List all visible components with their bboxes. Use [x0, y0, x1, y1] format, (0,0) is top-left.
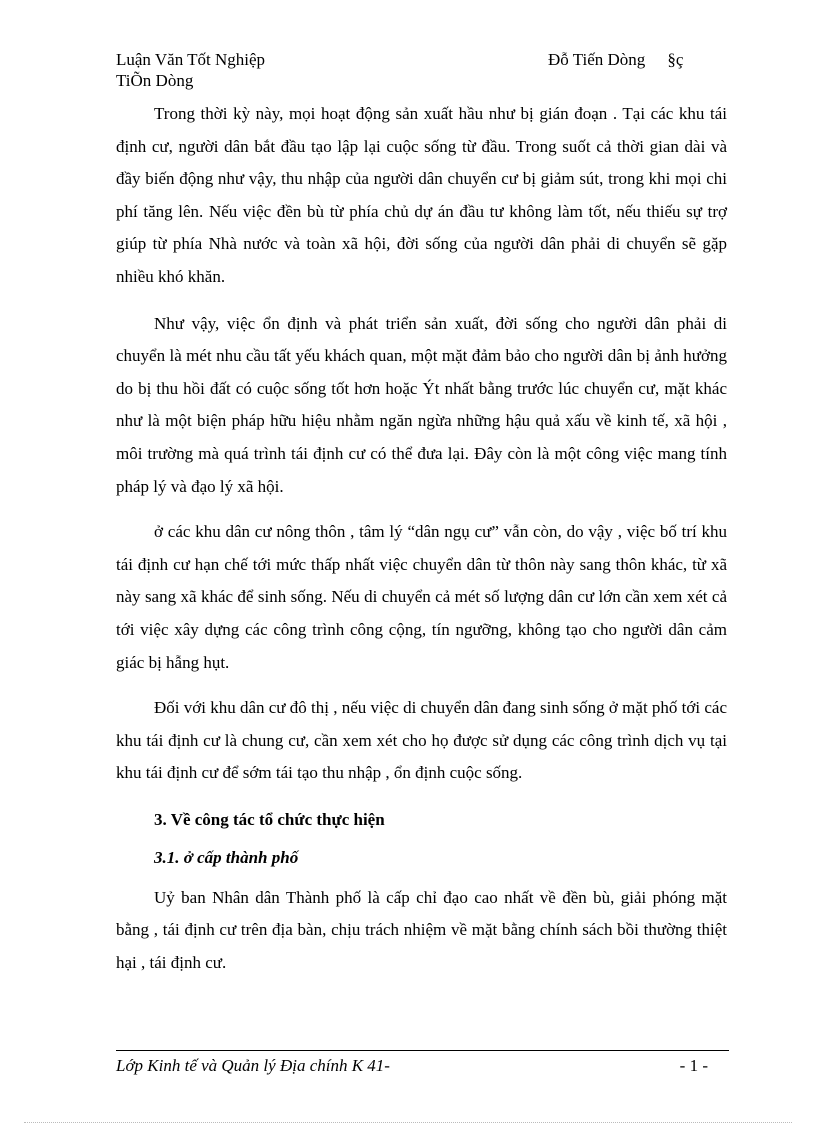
paragraph-2: Như vậy, việc ổn định và phát triển sản xuất, đời sống cho người dân phải di chuyển là mét nhu cầu tất yếu khách quan, một mặt đảm bảo cho người dân bị ảnh hưởng do bị thu hồi đất có cuộc sống tốt hơn hoặc Ýt nhất bằng trước lúc chuyển cư, mặt khác như là một biện pháp hữu hiệu nhằm ngăn ngừa những hậu quả xấu về kinh tế, xã hội , môi trường mà quá trình tái định cư có thể đưa lại. Đây còn là một công việc mang tính pháp lý và đạo lý xã hội.: [116, 313, 727, 496]
header-garbled-symbol: §ç: [667, 50, 684, 69]
paragraph-3: ở các khu dân cư nông thôn , tâm lý “dân ngụ cư” vẫn còn, do vậy , việc bố trí khu tái định cư hạn chế tới mức thấp nhất việc chuyển dân từ thôn này sang thôn khác, từ xã này sang xã khác để sinh sống. Nếu di chuyển cả mét số lượng dân cư lớn cần xem xét cả tới việc xây dựng các công trình công cộng, tín ngưỡng, không tạo cho người dân cảm giác bị hẫng hụt.: [116, 522, 727, 672]
header-garbled-name: TiÕn Dòng: [116, 71, 194, 90]
paragraph-1: Trong thời kỳ này, mọi hoạt động sản xuất hầu như bị gián đoạn . Tại các khu tái định cư, người dân bắt đầu tạo lập lại cuộc sống từ đầu. Trong suốt cả thời gian dài và đầy biến động như vậy, thu nhập của người dân chuyển cư bị giảm sút, trong khi mọi chi phí tăng lên. Nếu việc đền bù từ phía chủ dự án đầu tư không làm tốt, nếu thiếu sự trợ giúp từ phía Nhà nước và toàn xã hội, đời sống của người dân phải di chuyển sẽ gặp nhiều khó khăn.: [116, 104, 727, 286]
header-author-name: Đỗ Tiến Dòng: [548, 50, 646, 69]
paragraph-4: Đối với khu dân cư đô thị , nếu việc di chuyển dân đang sinh sống ở mặt phố tới các khu tái định cư là chung cư, cần xem xét cho họ được sử dụng các công trình dịch vụ tại khu tái định cư để sớm tái tạo thu nhập , ổn định cuộc sống.: [116, 698, 727, 783]
subsection-heading: 3.1. ở cấp thành phố: [154, 847, 299, 867]
document-body: [116, 98, 727, 980]
footer-class-name: Lớp Kinh tế và Quản lý Địa chính K 41-: [116, 1056, 390, 1075]
header-thesis-title: Luận Văn Tốt Nghiệp: [116, 50, 266, 69]
page-number: - 1 -: [679, 1056, 708, 1075]
footer-divider: [116, 1050, 729, 1051]
section-heading: 3. Về công tác tổ chức thực hiện: [154, 809, 385, 829]
header-author: [548, 49, 683, 70]
paragraph-5: Uỷ ban Nhân dân Thành phố là cấp chỉ đạo cao nhất về đền bù, giải phóng mặt bằng , tái định cư trên địa bàn, chịu trách nhiệm về mặt bằng chính sách bồi thường thiệt hại , tái định cư.: [116, 887, 727, 973]
